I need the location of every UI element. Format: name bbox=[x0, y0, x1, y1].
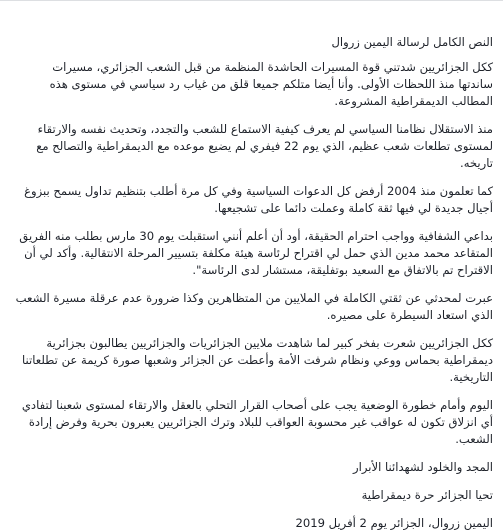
paragraph-2: منذ الاستقلال نظامنا السياسي لم يعرف كيفية الاستماع للشعب والتجدد، وتحديث نفسه والارتقاء لمستوى تطلعات شعب عظيم، الذي يوم 22 فيفري لم يضيع موعده مع الديمقراطية والتصالح مع تاريخه. bbox=[36, 122, 493, 170]
paragraph-4: بداعي الشفافية وواجب احترام الحقيقة، أود أن أعلم أنني استقبلت يوم 30 مارس بطلب منه الفريق المتقاعد محمد مدين الذي حمل لي اقتراح لرئاسة هيئة مكلفة بتسيير المرحلة الانتقالية. وأكد لي أن الاقتراح تم بالاتفاق مع السعيد بوتفليقة، مستشار لدى الرئاسة". bbox=[19, 229, 493, 277]
post-title: النص الكامل لرسالة اليمين زروال bbox=[331, 35, 493, 49]
paragraph-3: كما تعلمون منذ 2004 أرفض كل الدعوات السياسية وفي كل مرة أطلب بتنظيم تداول يسمح ببزوغ أجيال جديدة لي فيها ثقة كاملة وعملت دائما على تشجيعها. bbox=[24, 184, 493, 215]
signature-line: اليمين زروال، الجزائر يوم 2 أفريل 2019 bbox=[295, 516, 493, 530]
closing-long-live: تحيا الجزائر حرة ديمقراطية bbox=[361, 488, 493, 502]
paragraph-7: اليوم وأمام خطورة الوضعية يجب على أصحاب القرار التحلي بالعقل والارتقاء لمستوى شعبنا لتفادي أي انزلاق تكون له عواقب غير محسوبة العواقب للبلاد وترك الجزائريين يعبرون بحرية وفرض إرادة الشعب. bbox=[21, 398, 493, 446]
paragraph-5: عبرت لمحدثي عن ثقتي الكاملة في الملايين من المتظاهرين وكذا ضرورة عدم عرقلة مسيرة الشعب الذي استعاد السيطرة على مصيره. bbox=[15, 291, 493, 322]
top-divider bbox=[0, 0, 503, 1]
closing-glory: المجد والخلود لشهدائنا الأبرار bbox=[353, 460, 493, 474]
paragraph-6: ككل الجزائريين شعرت بفخر كبير لما شاهدت ملايين الجزائريات والجزائريين يطالبون بجزائرية ديمقراطية بحماس ووعي ونظام شرفت الأمة وأعطت عن الجزائر وشعبها صورة كريمة عن تطلعاتنا التاريخية. bbox=[21, 336, 493, 384]
paragraph-1: ككل الجزائريين شدتني قوة المسيرات الحاشدة المنظمة من قبل الشعب الجزائري، مسيرات ساندتها منذ اللحظات الأولى. وأنا أيضا متلكم جميعا قلق من غياب رد سياسي في مستوى هذه المطالب الديمقراطية المشروعة. bbox=[49, 60, 493, 108]
